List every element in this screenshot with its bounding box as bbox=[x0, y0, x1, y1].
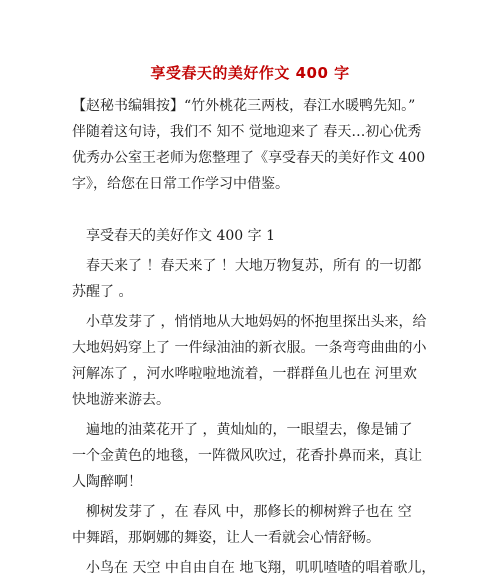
paragraph-line: 小鸟在 天空 中自由自在 地飞翔，叽叽喳喳的唱着歌儿， bbox=[86, 560, 436, 576]
paragraph-line: 中舞蹈，那婀娜的舞姿，让人一看就会心情舒畅。 bbox=[72, 530, 380, 546]
paragraph-line: 柳树发芽了 ，在 春风 中，那修长的柳树辫子也在 空 bbox=[86, 504, 412, 520]
body-paragraph-continuation bbox=[72, 335, 432, 413]
body-paragraph bbox=[72, 555, 436, 581]
body-paragraph-continuation bbox=[72, 443, 432, 495]
intro-paragraph bbox=[72, 93, 432, 197]
body-paragraph-continuation bbox=[72, 525, 432, 551]
paragraph-line: 大地妈妈穿上了 一件绿油油的新衣服。一条弯弯曲曲的小 bbox=[72, 340, 427, 356]
intro-line: 伴随着这句诗，我们不 知不 觉地迎来了 春天…初心优秀 bbox=[72, 124, 422, 140]
paragraph-line: 一个金黄色的地毯，一阵微风吹过，花香扑鼻而来，真让 bbox=[72, 448, 422, 464]
body-paragraph bbox=[72, 417, 432, 443]
paragraph-line: 遍地的油菜花开了 ，黄灿灿的，一眼望去，像是铺了 bbox=[86, 422, 413, 438]
document-title: 享受春天的美好作文 400 字 bbox=[150, 64, 350, 82]
intro-line: 【赵秘书编辑按】“竹外桃花三两枝，春江水暖鸭先知。” bbox=[72, 98, 416, 114]
paragraph-line: 春天来了 ！春天来了 ！大地万物复苏，所有 的一切都 bbox=[86, 258, 422, 274]
paragraph-line: 人陶醉啊！ bbox=[72, 474, 142, 490]
body-paragraph-continuation bbox=[72, 279, 432, 305]
document-body bbox=[72, 93, 436, 581]
paragraph-line: 快地游来游去。 bbox=[72, 392, 170, 408]
body-paragraph bbox=[72, 309, 432, 335]
section-heading-paragraph bbox=[72, 223, 432, 249]
body-paragraph bbox=[72, 499, 432, 525]
paragraph-line: 河解冻了 ，河水哗啦啦地流着，一群群鱼儿也在 河里欢 bbox=[72, 366, 417, 382]
paragraph-line: 小草发芽了 ，悄悄地从大地妈妈的怀抱里探出头来，给 bbox=[86, 314, 427, 330]
intro-line: 字》，给您在日常工作学习中借鉴。 bbox=[72, 176, 289, 192]
paragraph-line: 苏醒了 。 bbox=[72, 284, 133, 300]
body-paragraph bbox=[72, 253, 432, 279]
section-heading: 享受春天的美好作文 400 字 1 bbox=[86, 228, 275, 244]
intro-line: 优秀办公室王老师为您整理了《享受春天的美好作文 400 bbox=[72, 150, 426, 166]
